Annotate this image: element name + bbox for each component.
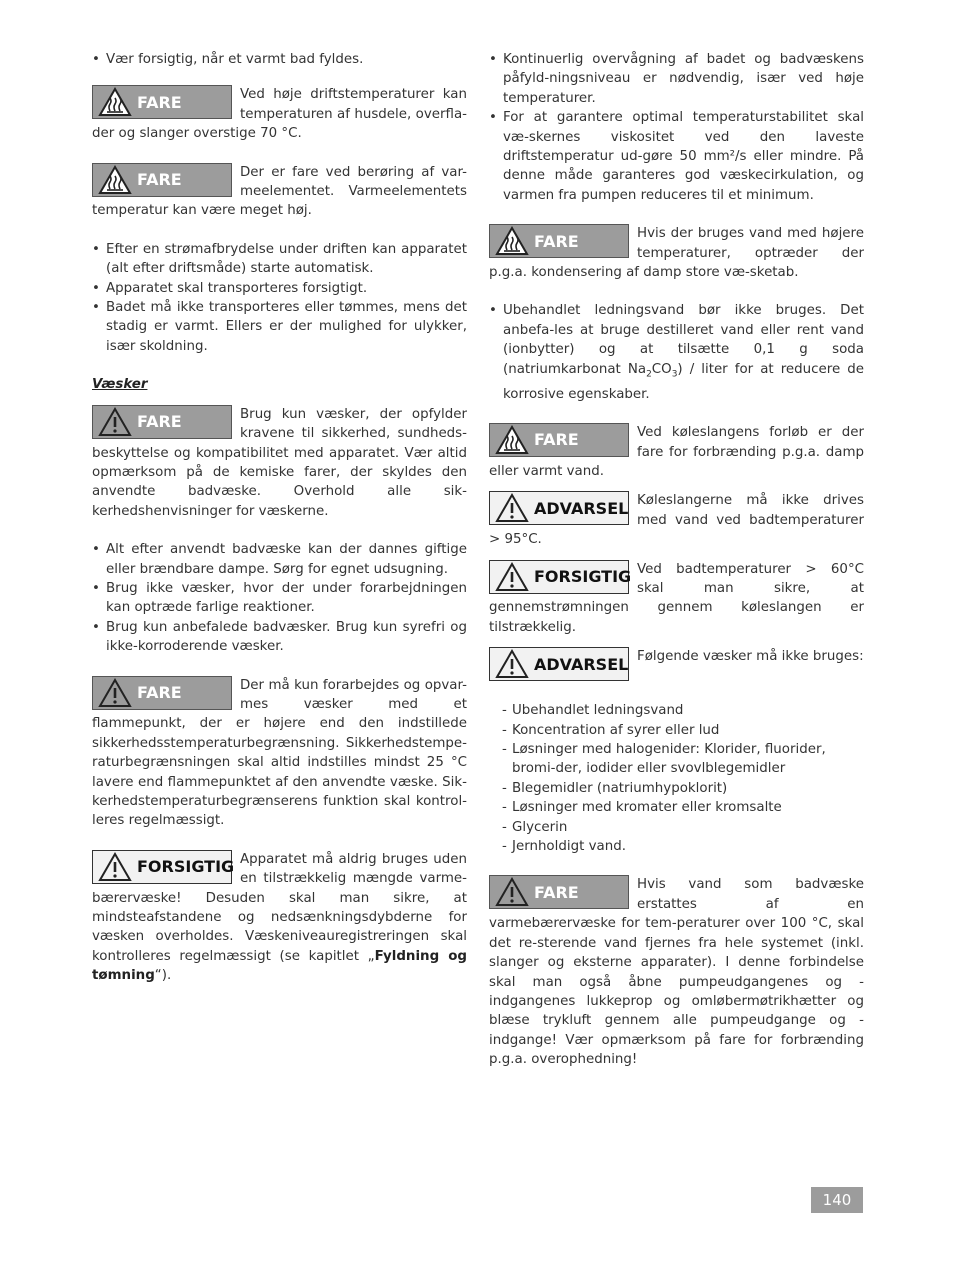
exclamation-icon [98, 852, 132, 882]
list-item: • Brug ikke væsker, hvor der under forarbejdningen kan optræde farlige reaktioner. [92, 579, 467, 618]
warning-fare-water-replacement: FARE Hvis vand som badvæske erstattes af en varmebærervæske for tem-peraturer over 100 °C, skal det re-sterende vand fjernes fra hele systemet (inkl. slanger og eksterne apparater). I denne forbindelse skal man også åbne pumpeudgangenes og -indgangenes lukkeprop og omløbermøtrikhætter og blæse trykluft gennem alle pumpeudgange og -indgange! Vær opmærksom på fare for forbrænding p.g.a. overophedning! [489, 877, 864, 1068]
forsigtig-badge: FORSIGTIG [489, 560, 629, 594]
fare-badge: FARE [489, 423, 629, 457]
fare-badge: FARE [489, 875, 629, 909]
warning-advarsel-liquids: ADVARSEL Følgende væsker må ikke bruges: [489, 647, 864, 683]
list-item: • Efter en strømafbrydelse under driften kan apparatet (alt efter driftsmåde) starte automatisk. [92, 240, 467, 279]
hot-surface-icon [495, 226, 529, 256]
list-item: • Alt efter anvendt badvæske kan der dannes giftige eller brændbare dampe. Sørg for egnet udsugning. [92, 540, 467, 579]
bullet-list [489, 50, 864, 205]
warning-advarsel-cooling-temp: ADVARSEL Køleslangerne må ikke drives med vand ved badtemperaturer > 95°C. [489, 493, 864, 548]
warning-fare-flashpoint: FARE Der må kun forarbejdes og opvar-mes væsker med et flammepunkt, der er højere end den indstillede sikkerhedsstemperaturbegrænsning. Sikkerhedstempe-raturbegrænsningen skal altid indstilles mindst 25 °C lavere end flammepunktet af den anvendte væske. Sik-kerhedstemperaturbegrænserens funktion skal kontrol-leres regelmæssigt. [92, 677, 467, 829]
right-column [489, 50, 864, 1070]
exclamation-icon [495, 649, 529, 679]
warning-fare-liquids: FARE Brug kun væsker, der opfylder kravene til sikkerhed, sundheds-beskyttelse og kompatibilitet med apparatet. Vær altid opmærksom på de kemiske farer, der skyldes den anvendte badvæske. Overhold alle sik-kerhedshenvisninger for væskerne. [92, 406, 467, 519]
exclamation-icon [495, 877, 529, 907]
warning-forsigtig-flow: FORSIGTIG Ved badtemperaturer > 60°C skal man sikre, at gennemstrømningen gennem køleslangen er tilstrækkelig. [489, 561, 864, 635]
warning-fare-hot-surface: FARE Ved høje driftstemperaturer kan temperaturen af husdele, overfla-der og slanger overstige 70 °C. [92, 87, 467, 142]
left-column [92, 50, 467, 986]
hot-surface-icon [98, 87, 132, 117]
list-item: • For at garantere optimal temperaturstabilitet skal væ-skernes viskositet ved den laveste driftstemperatur ud-gøre 50 mm²/s eller mindre. På denne måde garanteres god væskecirkulation, og varmen fra pumpen reduceres til et minimum. [489, 108, 864, 205]
fare-badge: FARE [92, 676, 232, 710]
warning-fare-heating-element: FARE Der er fare ved berøring af var-meelementet. Varmeelementets temperatur kan være meget høj. [92, 164, 467, 219]
list-item: - Glycerin [502, 818, 864, 837]
forsigtig-badge: FORSIGTIG [92, 850, 232, 884]
bullet-list [92, 540, 467, 656]
list-item: • Badet må ikke transporteres eller tømmes, mens det stadig er varmt. Ellers er der mulighed for ulykker, især skoldning. [92, 298, 467, 356]
fare-badge: FARE [92, 85, 232, 119]
exclamation-icon [495, 493, 529, 523]
bullet-list [489, 301, 864, 404]
page-number: 140 [811, 1187, 863, 1213]
fare-badge: FARE [92, 163, 232, 197]
fare-badge: FARE [92, 405, 232, 439]
warning-fare-cooling-coil: FARE Ved køleslangens forløb er der fare for forbrænding p.g.a. damp eller varmt vand. [489, 425, 864, 479]
list-item: • Kontinuerlig overvågning af badet og badvæskens påfyld-ningsniveau er nødvendig, især ved høje temperaturer. [489, 50, 864, 108]
hot-surface-icon [98, 165, 132, 195]
list-item: - Koncentration af syrer eller lud [502, 721, 864, 740]
list-item: - Ubehandlet ledningsvand [502, 701, 864, 720]
list-item: - Jernholdigt vand. [502, 837, 864, 856]
chapter-reference: Fyldning og tømning [92, 948, 468, 984]
list-item: - Blegemidler (natriumhypoklorit) [502, 779, 864, 798]
list-item: • Vær forsigtig, når et varmt bad fyldes. [92, 50, 467, 69]
list-item: • Brug kun anbefalede badvæsker. Brug kun syrefri og ikke-korroderende væsker. [92, 618, 467, 657]
fare-badge: FARE [489, 224, 629, 258]
exclamation-icon [98, 407, 132, 437]
list-item: - Løsninger med kromater eller kromsalte [502, 798, 864, 817]
advarsel-badge: ADVARSEL [489, 491, 629, 525]
bullet-list [92, 50, 467, 69]
bullet-list [92, 240, 467, 356]
exclamation-icon [98, 678, 132, 708]
hot-surface-icon [495, 425, 529, 455]
list-item: - Løsninger med halogenider: Klorider, fluorider, bromi-der, iodider eller svovlblegemidler [502, 740, 864, 779]
list-item: • Ubehandlet ledningsvand bør ikke bruges. Det anbefa-les at bruge destilleret vand eller rent vand (ionbytter) og at tilsætte 0,1 g soda (natriumkarbonat $Na_2CO_3$) / liter for at reducere de korrosive egenskaber. [489, 301, 864, 404]
exclamation-icon [495, 562, 529, 592]
list-item: • Apparatet skal transporteres forsigtigt. [92, 279, 467, 298]
section-heading: Væsker [92, 377, 148, 393]
warning-fare-steam: FARE Hvis der bruges vand med højere temperaturer, optræder der p.g.a. kondensering af damp store væ-sketab. [489, 226, 864, 281]
warning-forsigtig-fill-level: FORSIGTIG Apparatet må aldrig bruges uden en tilstrækkelig mængde varme-bærervæske! Desuden skal man sikre, at mindsteafstandene og nedsænkningsdybderne for væsken overholdes. Væskeniveauregistreringen skal kontrolleres regelmæssigt (se kapitlet „Fyldning og tømning“). [92, 851, 468, 984]
advarsel-badge: ADVARSEL [489, 647, 629, 681]
forbidden-liquids-list [489, 701, 864, 856]
